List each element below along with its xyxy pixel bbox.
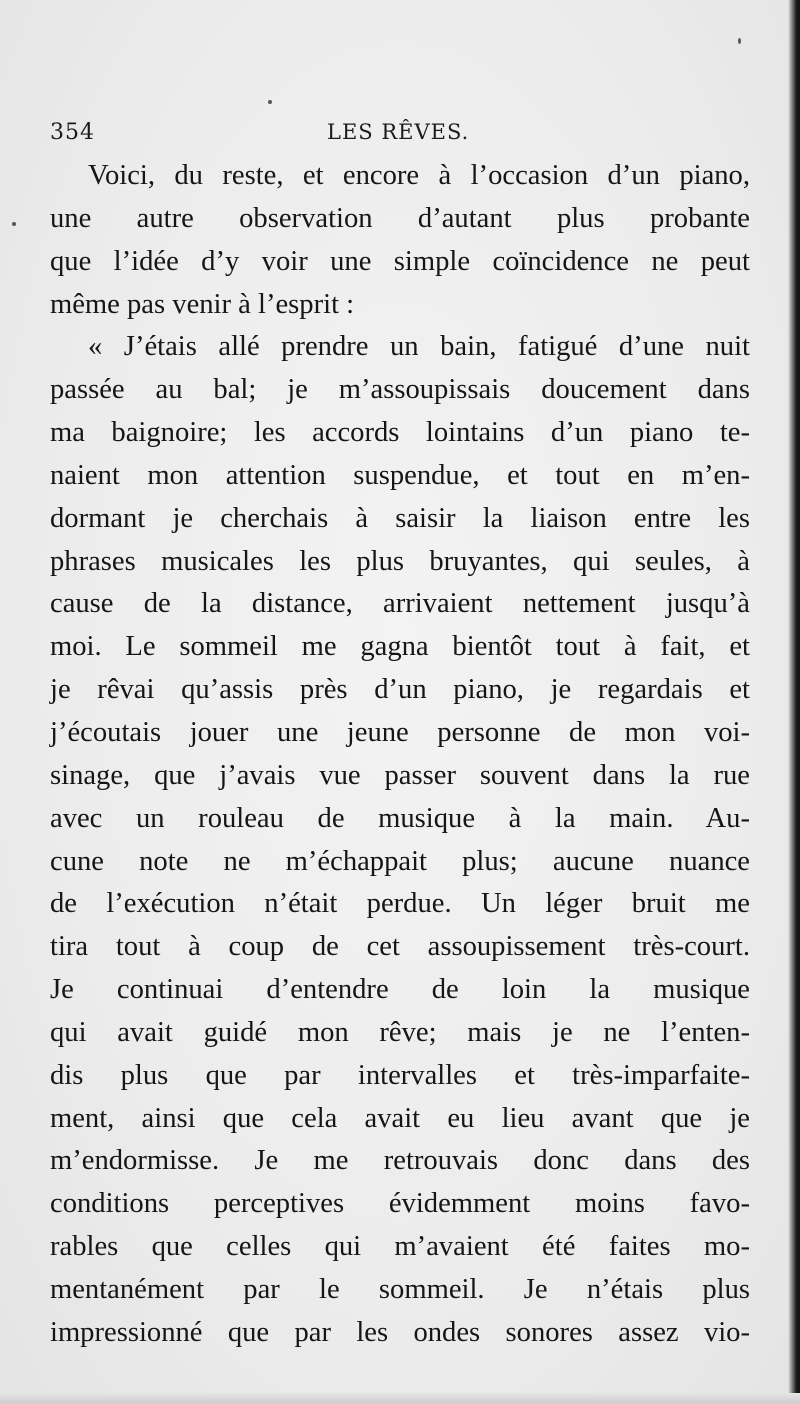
- text-line: une autre observation d’autant plus probante: [50, 202, 750, 234]
- ink-speck: [738, 38, 741, 44]
- text-line: dis plus que par intervalles et très-imparfaite-: [50, 1059, 750, 1091]
- text-line: sinage, que j’avais vue passer souvent dans la rue: [50, 759, 750, 791]
- text-line: cune note ne m’échappait plus; aucune nuance: [50, 845, 750, 877]
- text-line: cause de la distance, arrivaient nettement jusqu’à: [50, 588, 750, 620]
- running-title: LES RÊVES.: [327, 120, 470, 144]
- text-line: impressionné que par les ondes sonores assez vio-: [50, 1316, 750, 1348]
- page-edge: [788, 0, 800, 1403]
- page-bottom-edge: [0, 1393, 800, 1403]
- text-line: même pas venir à l’esprit :: [50, 288, 355, 320]
- ink-speck: [12, 222, 16, 226]
- text-line: « J’étais allé prendre un bain, fatigué d’une nuit: [88, 331, 750, 363]
- text-line: mentanément par le sommeil. Je n’étais plus: [50, 1273, 750, 1305]
- page-number: 354: [50, 120, 95, 145]
- text-line: dormant je cherchais à saisir la liaison entre les: [50, 502, 750, 534]
- text-line: rables que celles qui m’avaient été faites mo-: [50, 1231, 750, 1263]
- text-line: tira tout à coup de cet assoupissement très-court.: [50, 931, 750, 963]
- text-line: naient mon attention suspendue, et tout en m’en-: [50, 459, 750, 491]
- text-line: que l’idée d’y voir une simple coïncidence ne peut: [50, 245, 750, 277]
- text-line: passée au bal; je m’assoupissais doucement dans: [50, 374, 750, 406]
- text-line: conditions perceptives évidemment moins favo-: [50, 1188, 750, 1220]
- text-line: avec un rouleau de musique à la main. Au-: [50, 802, 750, 834]
- text-line: Voici, du reste, et encore à l’occasion d’un piano,: [88, 160, 750, 191]
- text-line: je rêvai qu’assis près d’un piano, je regardais et: [50, 674, 750, 706]
- body-text: [50, 155, 750, 1355]
- page-header: [50, 112, 750, 152]
- text-line: Je continuai d’entendre de loin la musique: [50, 974, 750, 1006]
- text-line: ma baignoire; les accords lointains d’un piano te-: [50, 417, 750, 449]
- text-line: ment, ainsi que cela avait eu lieu avant que je: [50, 1102, 750, 1134]
- text-line: moi. Le sommeil me gagna bientôt tout à fait, et: [50, 631, 750, 663]
- text-line: de l’exécution n’était perdue. Un léger bruit me: [50, 888, 750, 920]
- text-line: j’écoutais jouer une jeune personne de mon voi-: [50, 716, 750, 748]
- text-line: qui avait guidé mon rêve; mais je ne l’enten-: [50, 1016, 750, 1048]
- text-line: m’endormisse. Je me retrouvais donc dans des: [50, 1145, 750, 1177]
- ink-speck: [268, 100, 272, 104]
- text-line: phrases musicales les plus bruyantes, qui seules, à: [50, 545, 750, 577]
